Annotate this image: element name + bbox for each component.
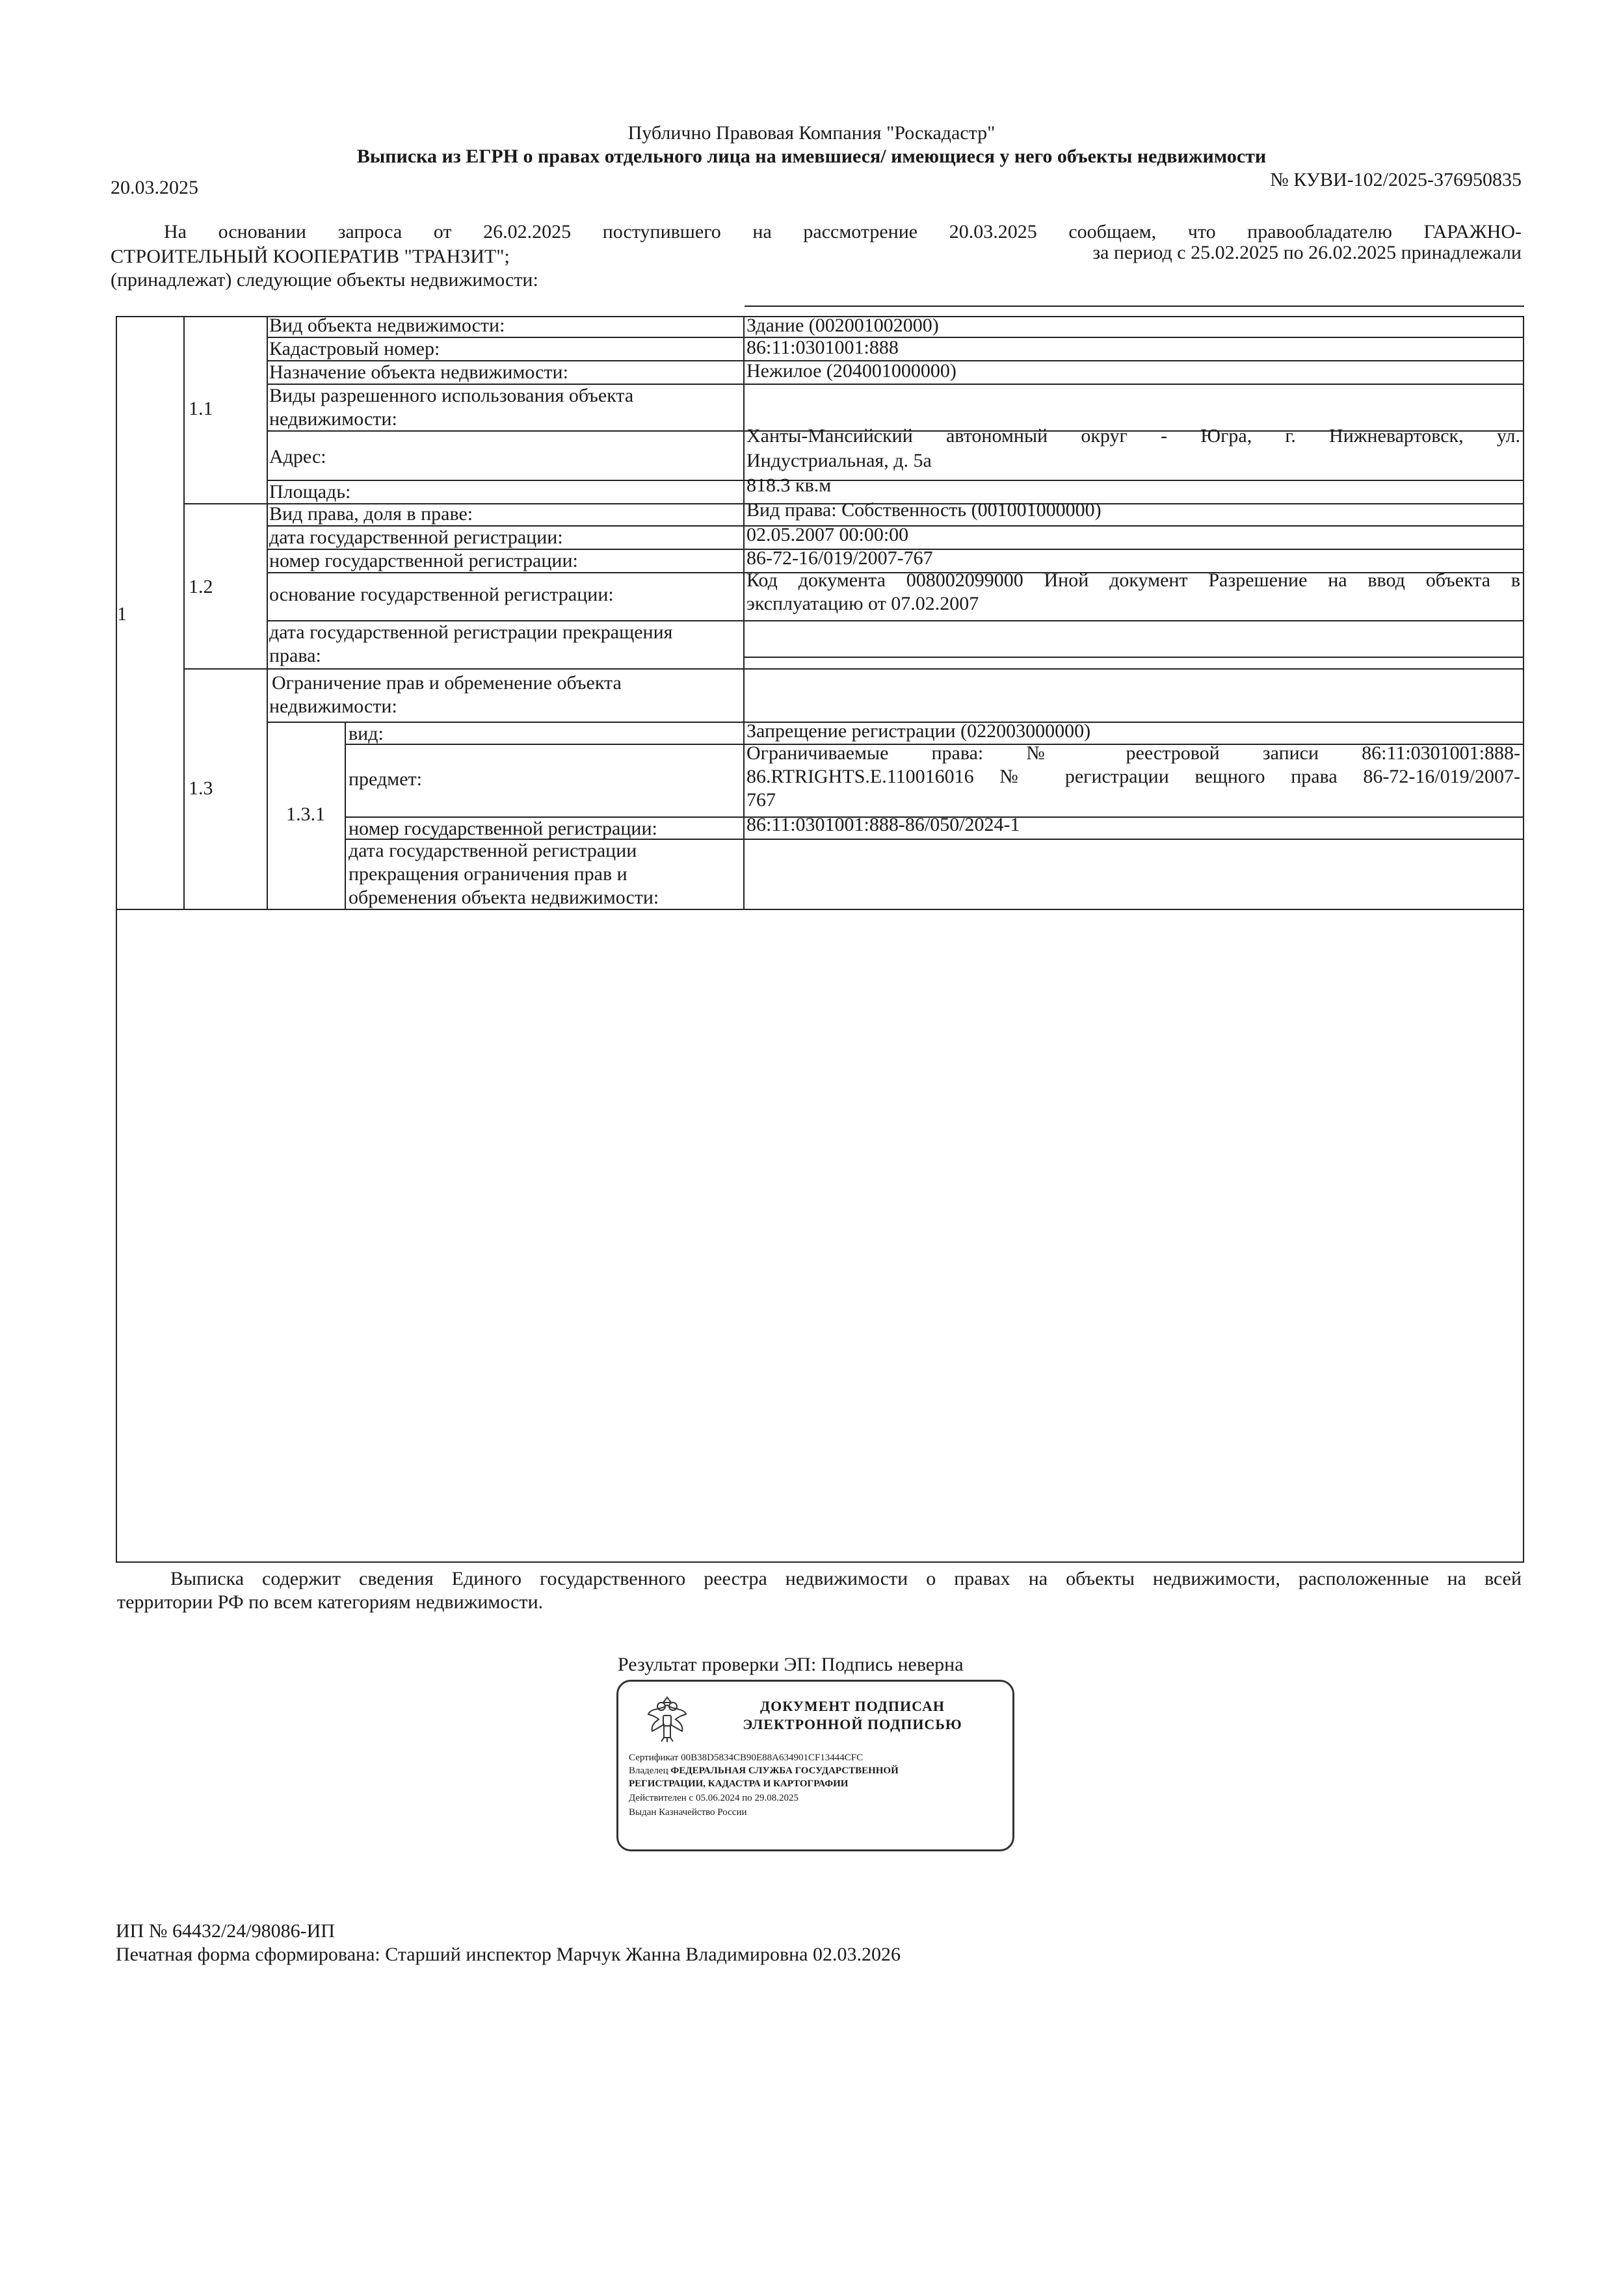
company-name: Публично Правовая Компания "Роскадастр" [627,122,996,144]
restriction-end-label-1: дата государственной регистрации [349,840,637,861]
reg-basis-label: основание государственной регистрации: [269,584,614,605]
right-end-date-label-1: дата государственной регистрации прекращения [269,621,673,643]
address-label: Адрес: [269,446,326,467]
purpose-value: Нежилое (204001000000) [746,360,957,382]
footer-note-line-1: Выписка содержит сведения Единого государственного реестра недвижимости о правах на объекты недвижимости, расположенные на всей [170,1568,1522,1589]
restriction-kind-value: Запрещение регистрации (022003000000) [746,720,1091,742]
permitted-use-label-1: Виды разрешенного использования объекта [269,385,634,406]
subsection-number: 1.3.1 [286,803,325,825]
cadastral-label: Кадастровый номер: [269,338,440,359]
restriction-reg-number-label: номер государственной регистрации: [349,818,657,839]
row-line [743,657,1524,658]
restriction-end-label-3: обременения объекта недвижимости: [349,887,659,908]
row-number: 1 [117,603,127,625]
document-title: Выписка из ЕГРН о правах отдельного лица на имевшиеся/ имеющиеся у него объекты недвижимости [356,146,1267,167]
ip-number: ИП № 64432/24/98086-ИП [116,1920,335,1942]
reg-number-value: 86-72-16/019/2007-767 [746,547,933,569]
restriction-subject-label: предмет: [349,768,422,790]
coat-of-arms-icon [644,1692,690,1744]
restriction-label-2: недвижимости: [269,696,397,717]
reg-number-label: номер государственной регистрации: [269,550,578,571]
permitted-use-label-2: недвижимости: [269,408,397,430]
address-value-2: Индустриальная, д. 5а [746,450,932,471]
document-date: 20.03.2025 [111,177,198,198]
object-type-label: Вид объекта недвижимости: [269,315,505,336]
restriction-kind-label: вид: [349,723,384,744]
stamp-owner-1: ФЕДЕРАЛЬНАЯ СЛУЖБА ГОСУДАРСТВЕННОЙ [670,1766,899,1776]
document-number: № КУВИ-102/2025-376950835 [1270,169,1522,190]
intro-line-1: На основании запроса от 26.02.2025 поступившего на рассмотрение 20.03.2025 сообщаем, что правообладателю ГАРАЖНО- [164,221,1522,242]
stamp-valid: Действителен с 05.06.2024 по 29.08.2025 [629,1793,798,1803]
stamp-owner-2: РЕГИСТРАЦИИ, КАДАСТРА И КАРТОГРАФИИ [629,1779,849,1789]
restriction-end-label-2: прекращения ограничения прав и [349,863,627,885]
footer-note-line-2: территории РФ по всем категориям недвижимости. [117,1591,544,1613]
stamp-title-2: ЭЛЕКТРОННОЙ ПОДПИСЬЮ [743,1716,962,1732]
intro-line-2-left: СТРОИТЕЛЬНЫЙ КООПЕРАТИВ "ТРАНЗИТ"; [111,246,510,267]
right-kind-value: Вид права: Собственность (001001000000) [746,499,1102,521]
stamp-owner-prefix: Владелец [629,1766,668,1776]
purpose-label: Назначение объекта недвижимости: [269,361,568,383]
stamp-issuer: Выдан Казначейство России [629,1807,747,1818]
right-end-date-label-2: права: [269,645,321,666]
intro-line-3: (принадлежат) следующие объекты недвижимости: [111,269,538,291]
table-top-extension [745,306,1524,307]
stamp-certificate: Сертификат 00B38D5834CB90E88A634901CF13444CFC [629,1753,864,1763]
signature-check-result: Результат проверки ЭП: Подпись неверна [618,1654,964,1675]
area-value: 818.3 кв.м [746,475,832,496]
restriction-subject-value-3: 767 [746,789,776,811]
section-1-2-end [183,668,1524,670]
intro-line-2-right: за период с 25.02.2025 по 26.02.2025 принадлежали [1092,242,1522,263]
reg-date-label: дата государственной регистрации: [269,527,563,548]
table-rows-end [116,909,1524,910]
reg-basis-value-1: Код документа 008002099000 Иной документ Разрешение на ввод объекта в [746,569,1520,591]
right-kind-label: Вид права, доля в праве: [269,503,473,525]
col-sep-3 [743,316,745,909]
col-sep-1 [183,316,185,909]
reg-date-value: 02.05.2007 00:00:00 [746,524,909,545]
stamp-title-1: ДОКУМЕНТ ПОДПИСАН [760,1698,945,1714]
address-value-1: Ханты-Мансийский автономный округ - Югра, г. Нижневартовск, ул. [746,425,1520,447]
section-number: 1.1 [189,398,213,419]
section-number: 1.2 [189,576,213,597]
printed-by: Печатная форма сформирована: Старший инспектор Марчук Жанна Владимировна 02.03.2026 [116,1944,901,1965]
restriction-subject-value-2: 86.RTRIGHTS.E.110016016 № регистрации вещного права 86-72-16/019/2007- [746,766,1520,787]
col-sep-sub [345,722,346,909]
area-label: Площадь: [269,481,351,502]
cadastral-value: 86:11:0301001:888 [746,337,899,358]
restriction-subject-value-1: Ограничиваемые права: № реестровой записи 86:11:0301001:888- [746,742,1520,764]
restriction-label-1: Ограничение прав и обременение объекта [272,672,622,694]
section-number: 1.3 [189,777,213,799]
reg-basis-value-2: эксплуатацию от 07.02.2007 [746,593,979,614]
electronic-signature-stamp [616,1680,1014,1851]
object-type-value: Здание (002001002000) [746,315,939,336]
restriction-reg-number-value: 86:11:0301001:888-86/050/2024-1 [746,814,1020,835]
